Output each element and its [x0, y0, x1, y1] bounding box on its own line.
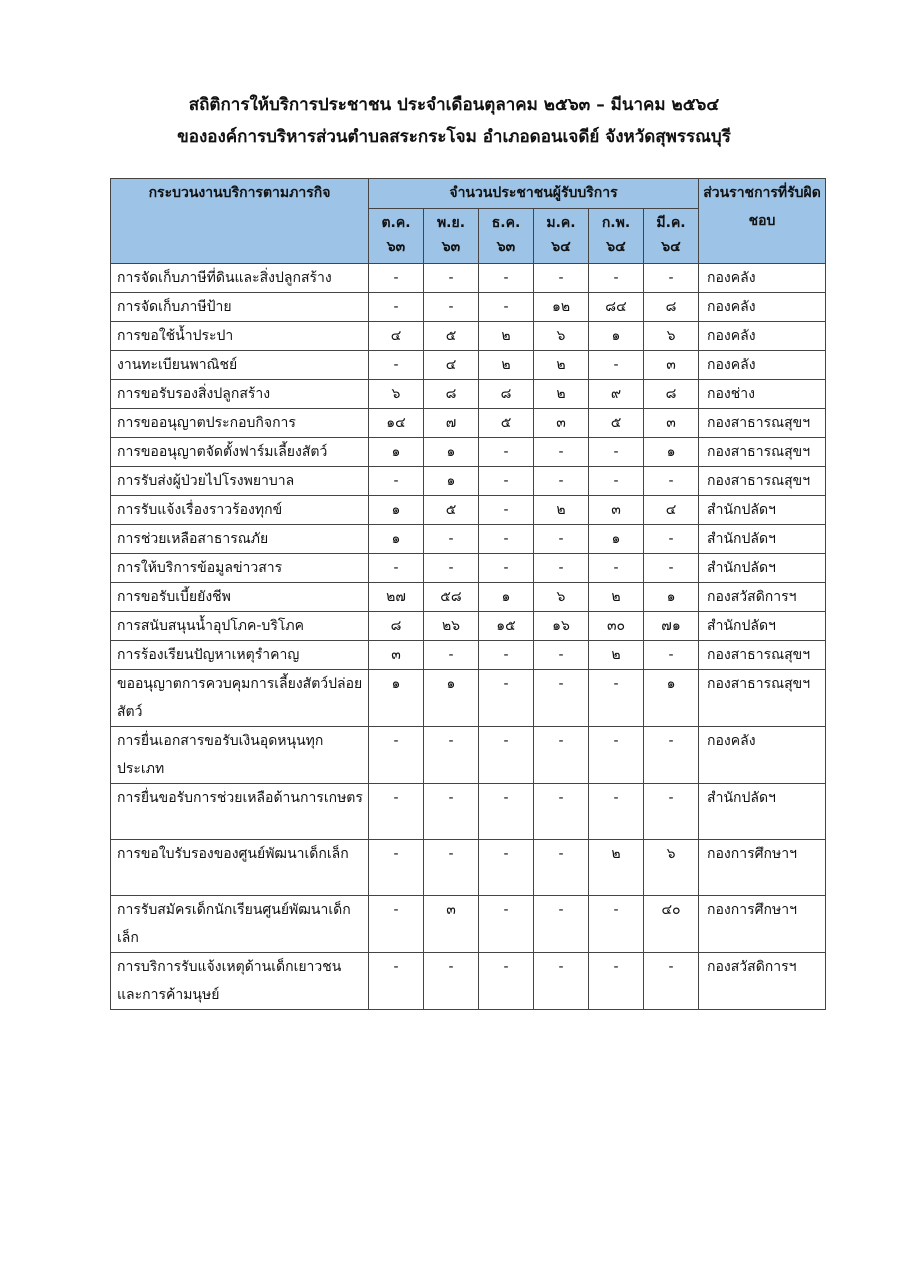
count-cell: -: [424, 264, 479, 293]
table-row: [111, 525, 826, 554]
count-cell: ๓: [369, 641, 424, 670]
table-row: [111, 467, 826, 496]
department-cell: สำนักปลัดฯ: [699, 784, 826, 840]
count-cell: ๘: [644, 380, 699, 409]
count-cell: ๓: [534, 409, 589, 438]
table-row: [111, 322, 826, 351]
department-cell: กองสวัสดิการฯ: [699, 583, 826, 612]
count-cell: ๗๑: [644, 612, 699, 641]
count-cell: ๒๖: [424, 612, 479, 641]
table-row: [111, 293, 826, 322]
count-cell: ๓: [644, 409, 699, 438]
count-cell: -: [589, 554, 644, 583]
department-cell: กองคลัง: [699, 351, 826, 380]
department-cell: กองการศึกษาฯ: [699, 840, 826, 896]
process-cell: การให้บริการข้อมูลข่าวสาร: [111, 554, 369, 583]
count-cell: -: [369, 264, 424, 293]
department-cell: กองคลัง: [699, 293, 826, 322]
month-year: ๖๔: [661, 239, 681, 255]
count-cell: -: [644, 525, 699, 554]
count-cell: -: [644, 264, 699, 293]
process-cell: การขอใช้น้ำประปา: [111, 322, 369, 351]
header-month: [534, 209, 589, 264]
count-cell: -: [644, 554, 699, 583]
count-cell: ๕๘: [424, 583, 479, 612]
count-cell: ๑๕: [479, 612, 534, 641]
count-cell: -: [369, 554, 424, 583]
count-cell: -: [424, 784, 479, 840]
count-cell: ๓: [644, 351, 699, 380]
table-row: [111, 727, 826, 784]
count-cell: -: [479, 554, 534, 583]
process-cell: การขอรับเบี้ยยังชีพ: [111, 583, 369, 612]
department-cell: สำนักปลัดฯ: [699, 525, 826, 554]
count-cell: -: [479, 784, 534, 840]
month-label: ม.ค.: [546, 215, 576, 231]
count-cell: ๑: [589, 525, 644, 554]
count-cell: ๕: [424, 496, 479, 525]
count-cell: -: [369, 293, 424, 322]
process-cell: การช่วยเหลือสาธารณภัย: [111, 525, 369, 554]
month-label: มี.ค.: [656, 215, 686, 231]
header-month: [589, 209, 644, 264]
table-row: [111, 840, 826, 896]
count-cell: -: [534, 784, 589, 840]
count-cell: ๘๔: [589, 293, 644, 322]
count-cell: -: [479, 264, 534, 293]
process-cell: การจัดเก็บภาษีที่ดินและสิ่งปลูกสร้าง: [111, 264, 369, 293]
count-cell: ๖: [644, 322, 699, 351]
process-cell: การรับส่งผู้ป่วยไปโรงพยาบาล: [111, 467, 369, 496]
process-cell: การรับสมัครเด็กนักเรียนศูนย์พัฒนาเด็กเล็ก: [111, 896, 369, 953]
department-cell: กองสาธารณสุขฯ: [699, 467, 826, 496]
count-cell: ๑๖: [534, 612, 589, 641]
table-row: [111, 380, 826, 409]
count-cell: ๒: [589, 840, 644, 896]
count-cell: ๑: [424, 670, 479, 727]
process-cell: การขอรับรองสิ่งปลูกสร้าง: [111, 380, 369, 409]
month-label: ก.พ.: [601, 215, 631, 231]
month-year: ๖๓: [496, 239, 516, 255]
department-cell: สำนักปลัดฯ: [699, 612, 826, 641]
department-cell: กองสวัสดิการฯ: [699, 953, 826, 1010]
count-cell: ๖: [534, 322, 589, 351]
count-cell: -: [644, 953, 699, 1010]
count-cell: ๑: [644, 583, 699, 612]
count-cell: -: [424, 953, 479, 1010]
count-cell: ๓: [589, 496, 644, 525]
table-row: [111, 351, 826, 380]
count-cell: ๔: [424, 351, 479, 380]
count-cell: -: [589, 351, 644, 380]
count-cell: ๑: [479, 583, 534, 612]
count-cell: ๕: [424, 322, 479, 351]
count-cell: ๑: [644, 670, 699, 727]
count-cell: -: [479, 496, 534, 525]
table-row: [111, 409, 826, 438]
count-cell: -: [534, 896, 589, 953]
count-cell: -: [479, 670, 534, 727]
count-cell: ๓: [424, 896, 479, 953]
count-cell: ๒๗: [369, 583, 424, 612]
count-cell: ๔: [644, 496, 699, 525]
count-cell: ๖: [644, 840, 699, 896]
header-department: ส่วนราชการที่รับผิดชอบ: [699, 179, 826, 264]
table-row: [111, 264, 826, 293]
department-cell: กองช่าง: [699, 380, 826, 409]
department-cell: กองสาธารณสุขฯ: [699, 641, 826, 670]
count-cell: ๑: [369, 670, 424, 727]
count-cell: ๔๐: [644, 896, 699, 953]
count-cell: ๒: [479, 322, 534, 351]
header-month: [424, 209, 479, 264]
count-cell: -: [589, 784, 644, 840]
department-cell: กองสาธารณสุขฯ: [699, 438, 826, 467]
process-cell: การขอใบรับรองของศูนย์พัฒนาเด็กเล็ก: [111, 840, 369, 896]
department-cell: กองสาธารณสุขฯ: [699, 409, 826, 438]
count-cell: -: [424, 840, 479, 896]
table-row: [111, 583, 826, 612]
count-cell: ๑: [424, 467, 479, 496]
count-cell: ๑: [644, 438, 699, 467]
count-cell: ๕: [589, 409, 644, 438]
count-cell: -: [479, 438, 534, 467]
count-cell: ๕: [479, 409, 534, 438]
department-cell: กองสาธารณสุขฯ: [699, 670, 826, 727]
count-cell: -: [479, 293, 534, 322]
count-cell: -: [424, 641, 479, 670]
process-cell: การสนับสนุนน้ำอุปโภค-บริโภค: [111, 612, 369, 641]
table-row: [111, 784, 826, 840]
header-people-count: จำนวนประชาชนผู้รับบริการ: [369, 179, 699, 209]
process-cell: การร้องเรียนปัญหาเหตุรำคาญ: [111, 641, 369, 670]
process-cell: การรับแจ้งเรื่องราวร้องทุกข์: [111, 496, 369, 525]
count-cell: -: [369, 896, 424, 953]
count-cell: -: [534, 525, 589, 554]
count-cell: -: [589, 953, 644, 1010]
process-cell: งานทะเบียนพาณิชย์: [111, 351, 369, 380]
count-cell: -: [369, 840, 424, 896]
department-cell: กองคลัง: [699, 322, 826, 351]
count-cell: -: [424, 554, 479, 583]
count-cell: ๓๐: [589, 612, 644, 641]
process-cell: การบริการรับแจ้งเหตุด้านเด็กเยาวชน และการค้ามนุษย์: [111, 953, 369, 1010]
month-year: ๖๔: [551, 239, 571, 255]
count-cell: -: [644, 784, 699, 840]
month-label: พ.ย.: [436, 215, 466, 231]
count-cell: ๑๒: [534, 293, 589, 322]
count-cell: -: [369, 467, 424, 496]
month-year: ๖๓: [386, 239, 406, 255]
count-cell: -: [369, 351, 424, 380]
page-subtitle: ขององค์การบริหารส่วนตำบลสระกระโจม อำเภอดอนเจดีย์ จังหวัดสุพรรณบุรี: [177, 127, 731, 147]
count-cell: ๑: [589, 322, 644, 351]
table-row: [111, 670, 826, 727]
header-month: [479, 209, 534, 264]
count-cell: ๘: [369, 612, 424, 641]
count-cell: -: [534, 840, 589, 896]
count-cell: -: [589, 438, 644, 467]
department-cell: กองคลัง: [699, 727, 826, 784]
count-cell: -: [369, 953, 424, 1010]
count-cell: ๒: [589, 583, 644, 612]
count-cell: ๘: [479, 380, 534, 409]
count-cell: ๑: [369, 438, 424, 467]
service-statistics-table: [110, 178, 826, 1010]
count-cell: -: [644, 467, 699, 496]
count-cell: -: [369, 784, 424, 840]
count-cell: ๒: [534, 380, 589, 409]
count-cell: ๘: [424, 380, 479, 409]
process-cell: การจัดเก็บภาษีป้าย: [111, 293, 369, 322]
count-cell: -: [644, 641, 699, 670]
department-cell: กองการศึกษาฯ: [699, 896, 826, 953]
count-cell: ๒: [534, 351, 589, 380]
count-cell: ๙: [589, 380, 644, 409]
month-year: ๖๓: [441, 239, 461, 255]
count-cell: ๑๔: [369, 409, 424, 438]
count-cell: -: [479, 953, 534, 1010]
table-row: [111, 438, 826, 467]
count-cell: ๘: [644, 293, 699, 322]
count-cell: -: [424, 727, 479, 784]
department-cell: สำนักปลัดฯ: [699, 496, 826, 525]
count-cell: -: [534, 554, 589, 583]
process-cell: ขออนุญาตการควบคุมการเลี้ยงสัตว์ปล่อยสัตว์: [111, 670, 369, 727]
count-cell: -: [479, 641, 534, 670]
count-cell: ๗: [424, 409, 479, 438]
header-month: [369, 209, 424, 264]
header-month: [644, 209, 699, 264]
count-cell: -: [479, 840, 534, 896]
month-label: ต.ค.: [381, 215, 411, 231]
department-cell: กองคลัง: [699, 264, 826, 293]
count-cell: ๑: [369, 496, 424, 525]
count-cell: -: [589, 264, 644, 293]
count-cell: -: [479, 727, 534, 784]
count-cell: -: [534, 670, 589, 727]
count-cell: ๒: [479, 351, 534, 380]
count-cell: -: [589, 670, 644, 727]
count-cell: -: [589, 896, 644, 953]
count-cell: ๑: [424, 438, 479, 467]
count-cell: -: [589, 467, 644, 496]
count-cell: ๔: [369, 322, 424, 351]
count-cell: -: [479, 896, 534, 953]
month-label: ธ.ค.: [491, 215, 521, 231]
count-cell: ๒: [534, 496, 589, 525]
process-cell: การขออนุญาตจัดตั้งฟาร์มเลี้ยงสัตว์: [111, 438, 369, 467]
table-row: [111, 554, 826, 583]
table-row: [111, 896, 826, 953]
count-cell: -: [369, 727, 424, 784]
count-cell: -: [534, 953, 589, 1010]
count-cell: -: [534, 438, 589, 467]
month-year: ๖๔: [606, 239, 626, 255]
count-cell: -: [589, 727, 644, 784]
count-cell: ๒: [589, 641, 644, 670]
count-cell: -: [479, 525, 534, 554]
count-cell: -: [424, 525, 479, 554]
page-title: สถิติการให้บริการประชาชน ประจำเดือนตุลาคม ๒๕๖๓ – มีนาคม ๒๕๖๔: [188, 95, 720, 115]
table-row: [111, 496, 826, 525]
count-cell: -: [534, 641, 589, 670]
header-process: กระบวนงานบริการตามภารกิจ: [111, 179, 369, 264]
count-cell: ๖: [369, 380, 424, 409]
table-row: [111, 953, 826, 1010]
count-cell: -: [644, 727, 699, 784]
count-cell: -: [534, 264, 589, 293]
count-cell: -: [534, 727, 589, 784]
table-row: [111, 612, 826, 641]
count-cell: -: [424, 293, 479, 322]
count-cell: ๖: [534, 583, 589, 612]
process-cell: การยื่นขอรับการช่วยเหลือด้านการเกษตร: [111, 784, 369, 840]
process-cell: การขออนุญาตประกอบกิจการ: [111, 409, 369, 438]
table-row: [111, 641, 826, 670]
department-cell: สำนักปลัดฯ: [699, 554, 826, 583]
count-cell: -: [534, 467, 589, 496]
count-cell: -: [479, 467, 534, 496]
count-cell: ๑: [369, 525, 424, 554]
process-cell: การยื่นเอกสารขอรับเงินอุดหนุนทุกประเภท: [111, 727, 369, 784]
